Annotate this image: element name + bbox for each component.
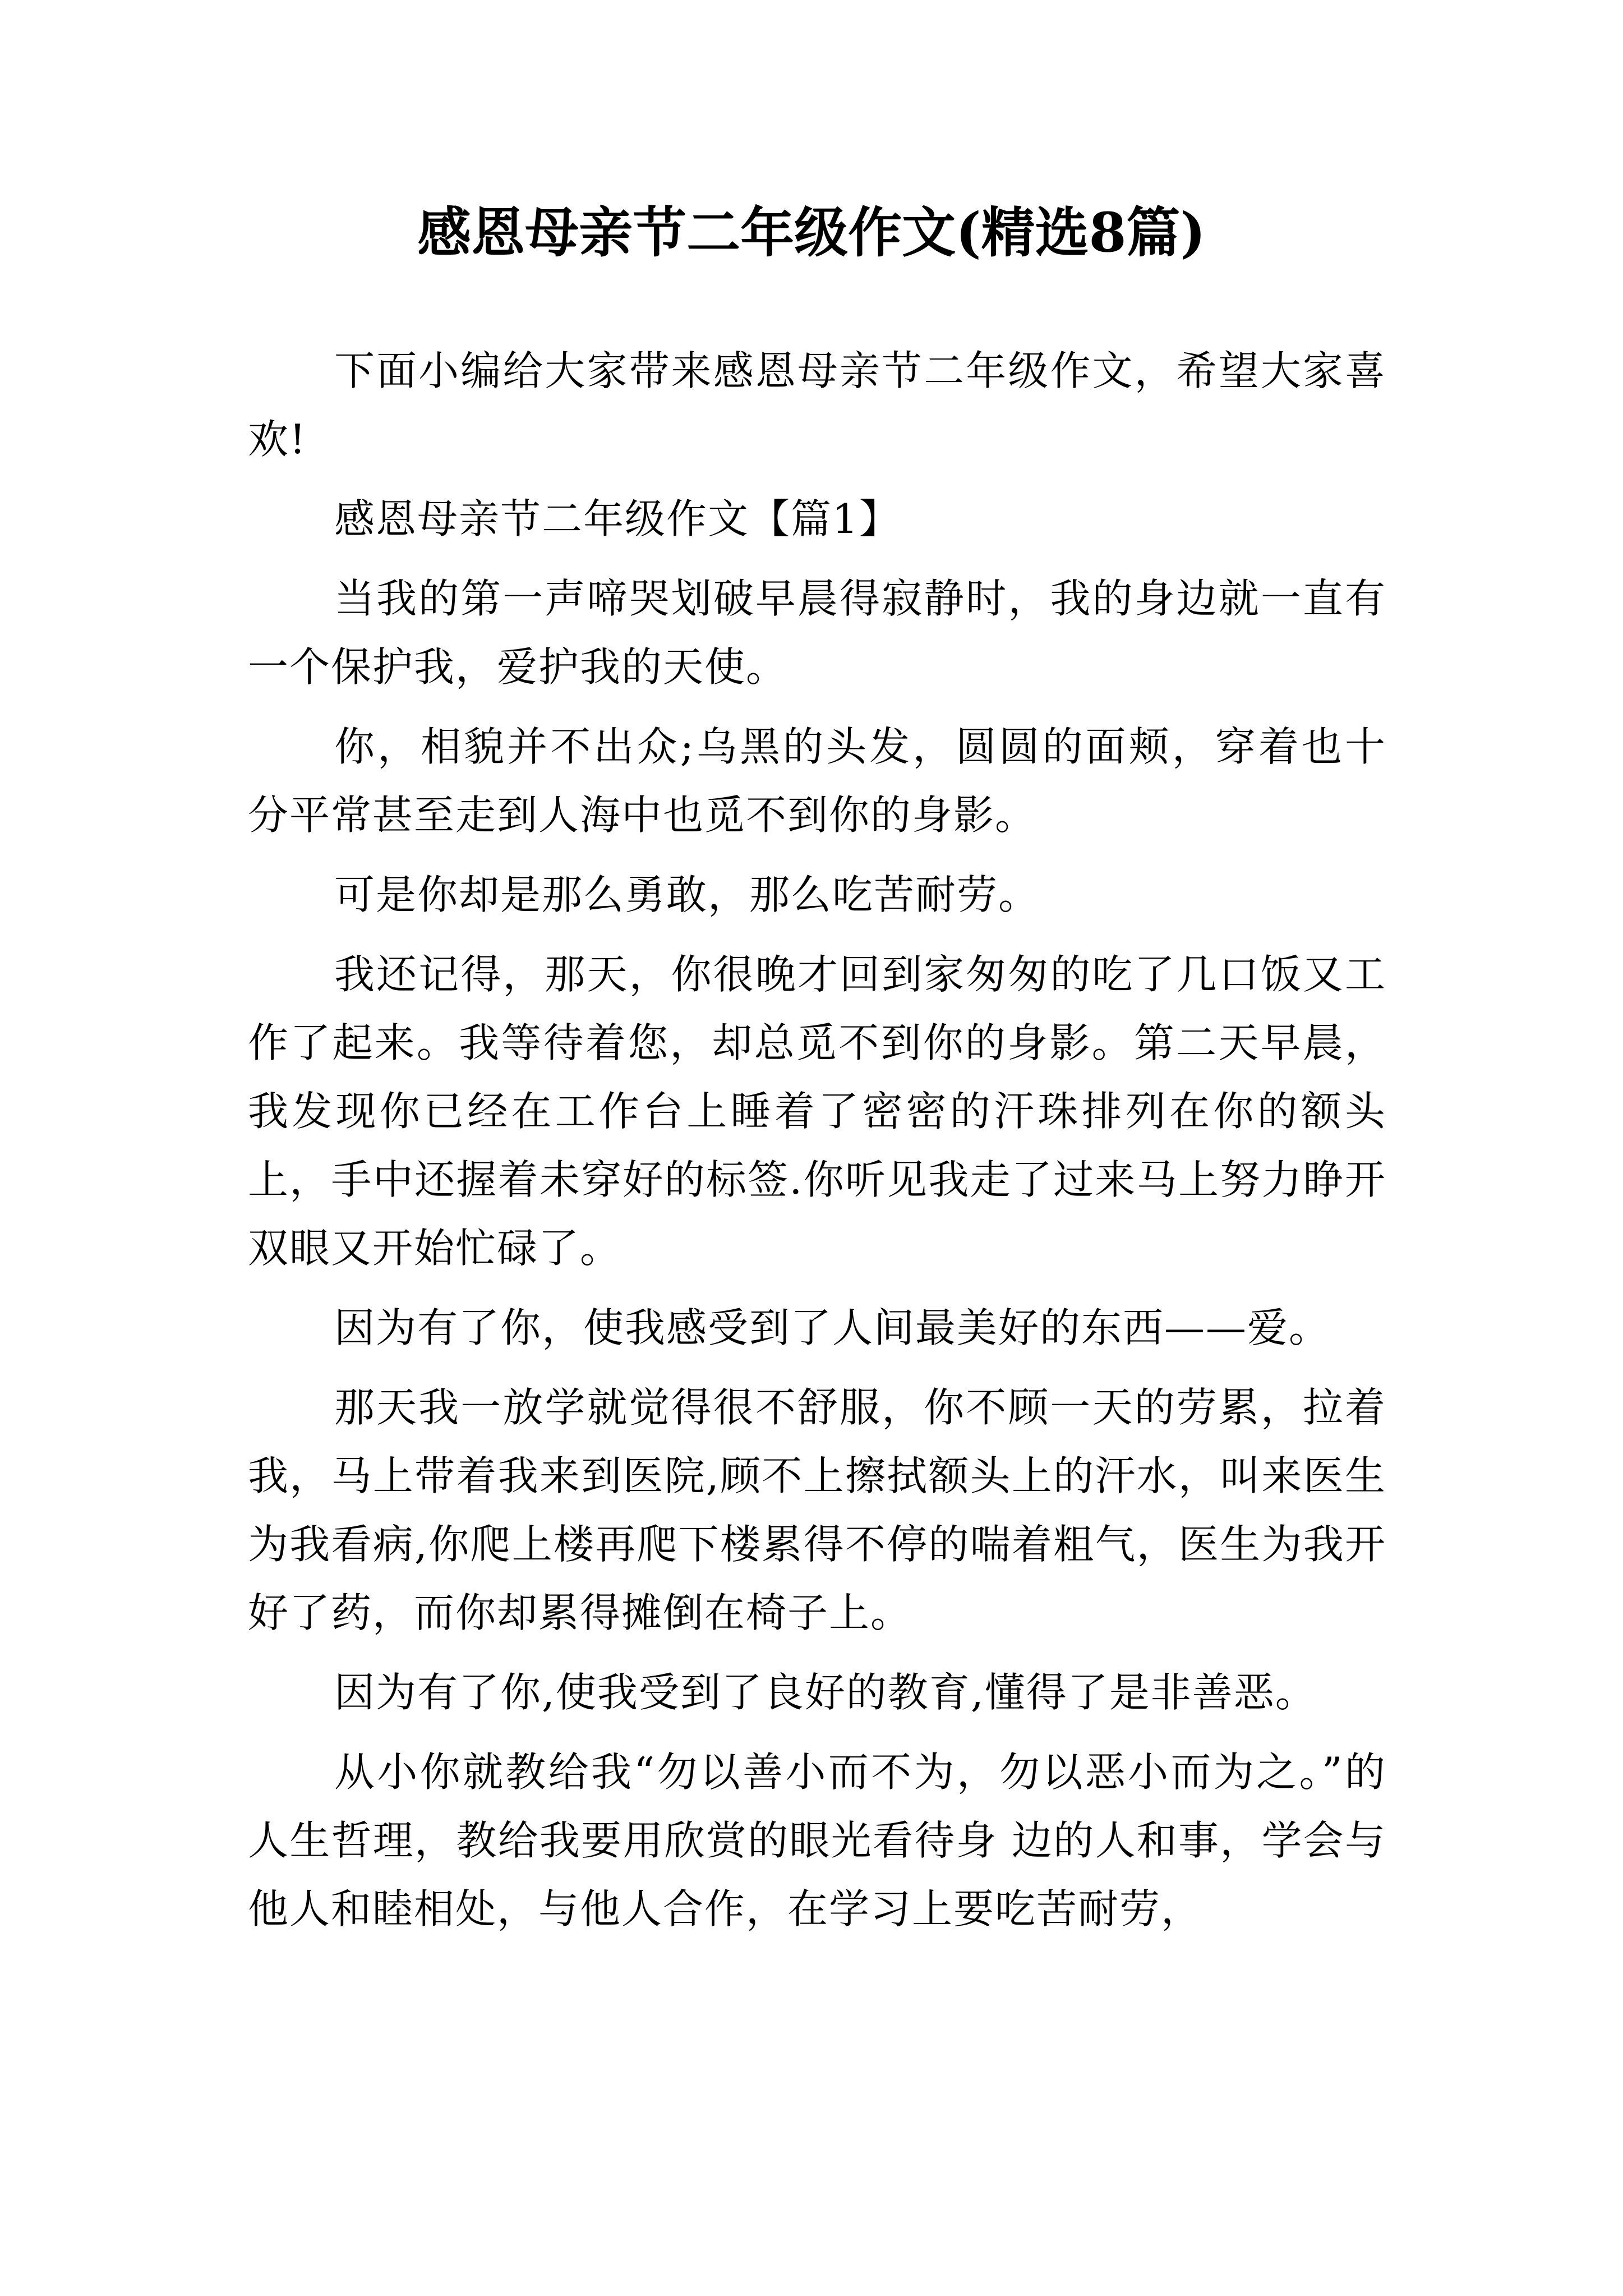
paragraph: 因为有了你，使我感受到了人间最美好的东西——爱。 bbox=[334, 1304, 1331, 1351]
paragraph: 我还记得，那天，你很晚才回到家匆匆的吃了几口饭又工作了起来。我等待着您，却总觅不到你的身影。第二天早晨，我发现你已经在工作台上睡着了密密的汗珠排列在你的额头上，手中还握着未穿好的标签.你听见我走了过来马上努力睁开双眼又开始忙碌了。 bbox=[248, 951, 1386, 1272]
paragraph: 可是你却是那么勇敢，那么吃苦耐劳。 bbox=[334, 871, 1040, 918]
paragraph: 当我的第一声啼哭划破早晨得寂静时，我的身边就一直有一个保护我，爱护我的天使。 bbox=[248, 575, 1386, 691]
paragraph-intro: 下面小编给大家带来感恩母亲节二年级作文，希望大家喜欢! bbox=[248, 347, 1386, 463]
document-body bbox=[248, 337, 1386, 1954]
section-heading: 感恩母亲节二年级作文【篇1】 bbox=[334, 495, 901, 542]
paragraph: 因为有了你,使我受到了良好的教育,懂得了是非善恶。 bbox=[334, 1669, 1317, 1716]
paragraph: 那天我一放学就觉得很不舒服，你不顾一天的劳累，拉着我，马上带着我来到医院,顾不上擦拭额头上的汗水，叫来医生为我看病,你爬上楼再爬下楼累得不停的喘着粗气，医生为我开好了药，而你却累得摊倒在椅子上。 bbox=[248, 1384, 1386, 1636]
paragraph: 你，相貌并不出众;乌黑的头发，圆圆的面颊，穿着也十分平常甚至走到人海中也觅不到你的身影。 bbox=[248, 723, 1386, 839]
paragraph: 从小你就教给我“勿以善小而不为，勿以恶小而为之。”的人生哲理，教给我要用欣赏的眼光看待身 边的人和事，学会与他人和睦相处，与他人合作，在学习上要吃苦耐劳， bbox=[248, 1749, 1386, 1932]
document-title: 感恩母亲节二年级作文(精选8篇) bbox=[417, 201, 1206, 264]
